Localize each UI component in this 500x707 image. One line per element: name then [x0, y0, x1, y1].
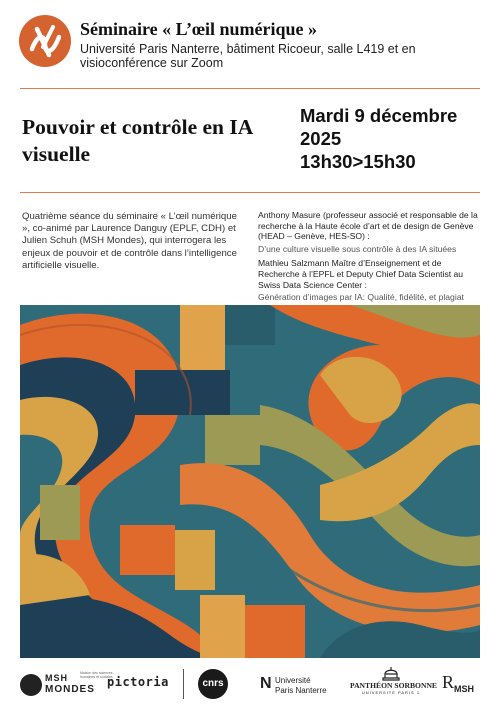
- speakers-list: [258, 210, 483, 307]
- speaker-item: [258, 258, 483, 302]
- title-divider: [20, 192, 480, 193]
- artwork-image: [20, 305, 480, 658]
- seminar-title: Séminaire « L’œil numérique »: [80, 19, 318, 39]
- talk-title: Pouvoir et contrôle en IA visuelle: [22, 115, 253, 166]
- speaker-name: Mathieu Salzmann Maître d’Enseignement et de Recherche à l’EPFL et Deputy Chief Data Scientist au Swiss Data Science Center :: [258, 258, 464, 290]
- nanterre-line1: Université: [275, 676, 311, 685]
- seminar-logo-mark: [19, 15, 71, 67]
- seminar-logo: [19, 15, 71, 67]
- talk-date-year: 2025: [300, 128, 342, 149]
- speaker-item: [258, 210, 483, 254]
- speaker-talk-title: D’une culture visuelle sous contrôle à des IA situées: [258, 243, 457, 254]
- rmsh-r-text: R: [442, 672, 455, 692]
- sorbonne-line1: PANTHÉON SORBONNE: [350, 681, 437, 690]
- talk-date-day: Mardi 9 décembre: [300, 105, 458, 126]
- header-divider: [20, 88, 480, 89]
- footer-separator: [183, 669, 184, 699]
- pictoria-logo: pictoria: [107, 675, 169, 689]
- seminar-location: Université Paris Nanterre, bâtiment Ricoeur, salle L419 et en visioconférence sur Zoom: [80, 42, 416, 70]
- talk-time: 13h30>15h30: [300, 151, 416, 172]
- partner-logos: [0, 665, 500, 705]
- rmsh-msh-text: MSH: [454, 684, 474, 694]
- paris-nanterre-logo: [260, 673, 340, 699]
- speaker-talk-title: Génération d’images par IA: Qualité, fidélité, et plagiat: [258, 292, 464, 303]
- msh-mondes-logo: [20, 671, 113, 699]
- mondes-logo-text: MONDES: [45, 684, 95, 695]
- msh-ring-icon: [20, 674, 42, 696]
- nanterre-mark-icon: N: [260, 675, 272, 692]
- session-description: Quatrième séance du séminaire « L’œil numérique », co-animé par Laurence Danguy (EPLF, CDH) et Julien Schuh (MSH Mondes), qui interrogera les enjeux de pouvoir et de contrôle dans l’intelligence artificielle visuelle.: [22, 211, 237, 271]
- nanterre-line2: Paris Nanterre: [275, 686, 327, 695]
- speaker-name: Anthony Masure (professeur associé et responsable de la recherche à la Haute école d’art et de design de Genève (HEAD – Genève, HES-SO) :: [258, 210, 478, 242]
- cnrs-logo: cnrs: [198, 669, 228, 699]
- msh-logo-text: MSH: [45, 673, 68, 683]
- abstract-artwork: [20, 305, 480, 658]
- msh-logo-subtext: Maison des sciences humaines et sociales: [80, 671, 113, 679]
- rmsh-logo: [442, 672, 482, 698]
- talk-date-block: [300, 104, 490, 173]
- sorbonne-line2: UNIVERSITÉ PARIS 1: [361, 690, 421, 695]
- pantheon-dome-icon: [381, 667, 401, 681]
- pantheon-sorbonne-logo: [350, 667, 437, 701]
